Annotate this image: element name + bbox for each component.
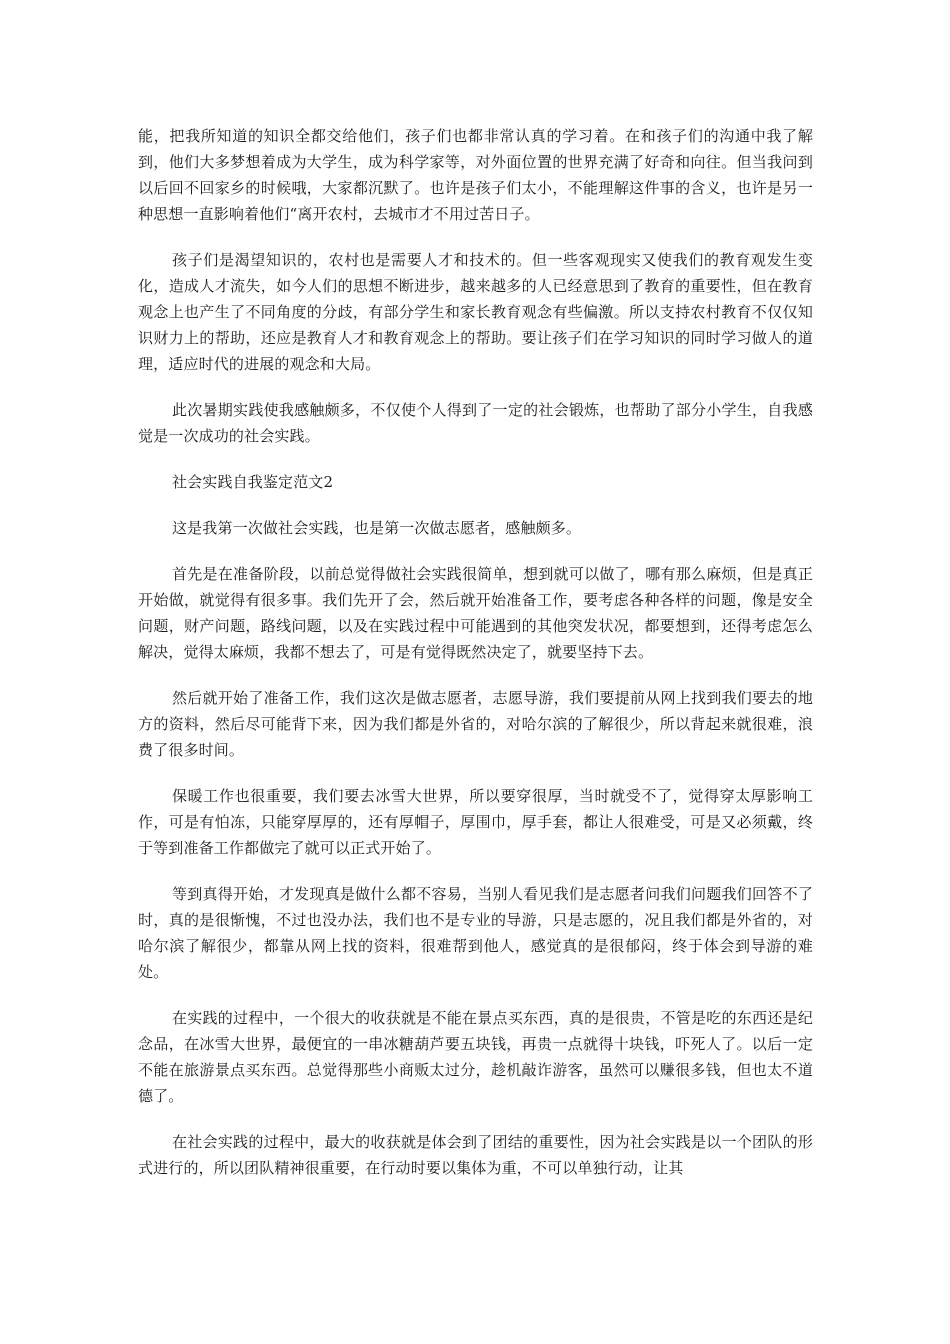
paragraph-1: 能，把我所知道的知识全都交给他们，孩子们也都非常认真的学习着。在和孩子们的沟通中我了解到，他们大多梦想着成为大学生，成为科学家等，对外面位置的世界充满了好奇和向往。但当我问到以后回不回家乡的时候哦，大家都沉默了。也许是孩子们太小，不能理解这件事的含义，也许是另一种思想一直影响着他们“离开农村，去城市才不用过苦日子。 [138, 127, 813, 223]
section-heading: 社会实践自我鉴定范文2 [172, 473, 334, 491]
paragraph-7: 保暖工作也很重要，我们要去冰雪大世界，所以要穿很厚，当时就受不了，觉得穿太厚影响工作，可是有怕冻，只能穿厚厚的，还有厚帽子，厚围巾，厚手套，都让人很难受，可是又必须戴，终于等到准备工作都做完了就可以正式开始了。 [138, 787, 813, 857]
paragraph-8: 等到真得开始，才发现真是做什么都不容易，当别人看见我们是志愿者问我们问题我们回答不了时，真的是很惭愧，不过也没办法，我们也不是专业的导游，只是志愿的，况且我们都是外省的，对哈尔滨了解很少，都靠从网上找的资料，很难帮到他人，感觉真的是很郁闷，终于体会到导游的难处。 [138, 885, 813, 981]
paragraph-4: 这是我第一次做社会实践，也是第一次做志愿者，感触颇多。 [172, 519, 582, 537]
paragraph-6: 然后就开始了准备工作，我们这次是做志愿者，志愿导游，我们要提前从网上找到我们要去的地方的资料，然后尽可能背下来，因为我们都是外省的，对哈尔滨的了解很少，所以背起来就很难，浪费了很多时间。 [138, 689, 813, 759]
paragraph-2: 孩子们是渴望知识的，农村也是需要人才和技术的。但一些客观现实又使我们的教育观发生变化，造成人才流失，如今人们的思想不断进步，越来越多的人已经意思到了教育的重要性，但在教育观念上也产生了不同角度的分歧，有部分学生和家长教育观念有些偏激。所以支持农村教育不仅仅知识财力上的帮助，还应是教育人才和教育观念上的帮助。要让孩子们在学习知识的同时学习做人的道理，适应时代的进展的观念和大局。 [138, 251, 813, 373]
paragraph-10: 在社会实践的过程中，最大的收获就是体会到了团结的重要性，因为社会实践是以一个团队的形式进行的，所以团队精神很重要，在行动时要以集体为重，不可以单独行动，让其 [138, 1133, 813, 1177]
paragraph-5: 首先是在准备阶段，以前总觉得做社会实践很简单，想到就可以做了，哪有那么麻烦，但是真正开始做，就觉得有很多事。我们先开了会，然后就开始准备工作，要考虑各种各样的问题，像是安全问题，财产问题，路线问题，以及在实践过程中可能遇到的其他突发状况，都要想到，还得考虑怎么解决，觉得太麻烦，我都不想去了，可是有觉得既然决定了，就要坚持下去。 [138, 565, 813, 661]
paragraph-9: 在实践的过程中，一个很大的收获就是不能在景点买东西，真的是很贵，不管是吃的东西还是纪念品，在冰雪大世界，最便宜的一串冰糖葫芦要五块钱，再贵一点就得十块钱，吓死人了。以后一定不能在旅游景点买东西。总觉得那些小商贩太过分，趁机敲诈游客，虽然可以赚很多钱，但也太不道德了。 [138, 1009, 813, 1105]
document-body [138, 123, 813, 1201]
paragraph-3: 此次暑期实践使我感触颇多，不仅使个人得到了一定的社会锻炼，也帮助了部分小学生，自我感觉是一次成功的社会实践。 [138, 401, 813, 445]
